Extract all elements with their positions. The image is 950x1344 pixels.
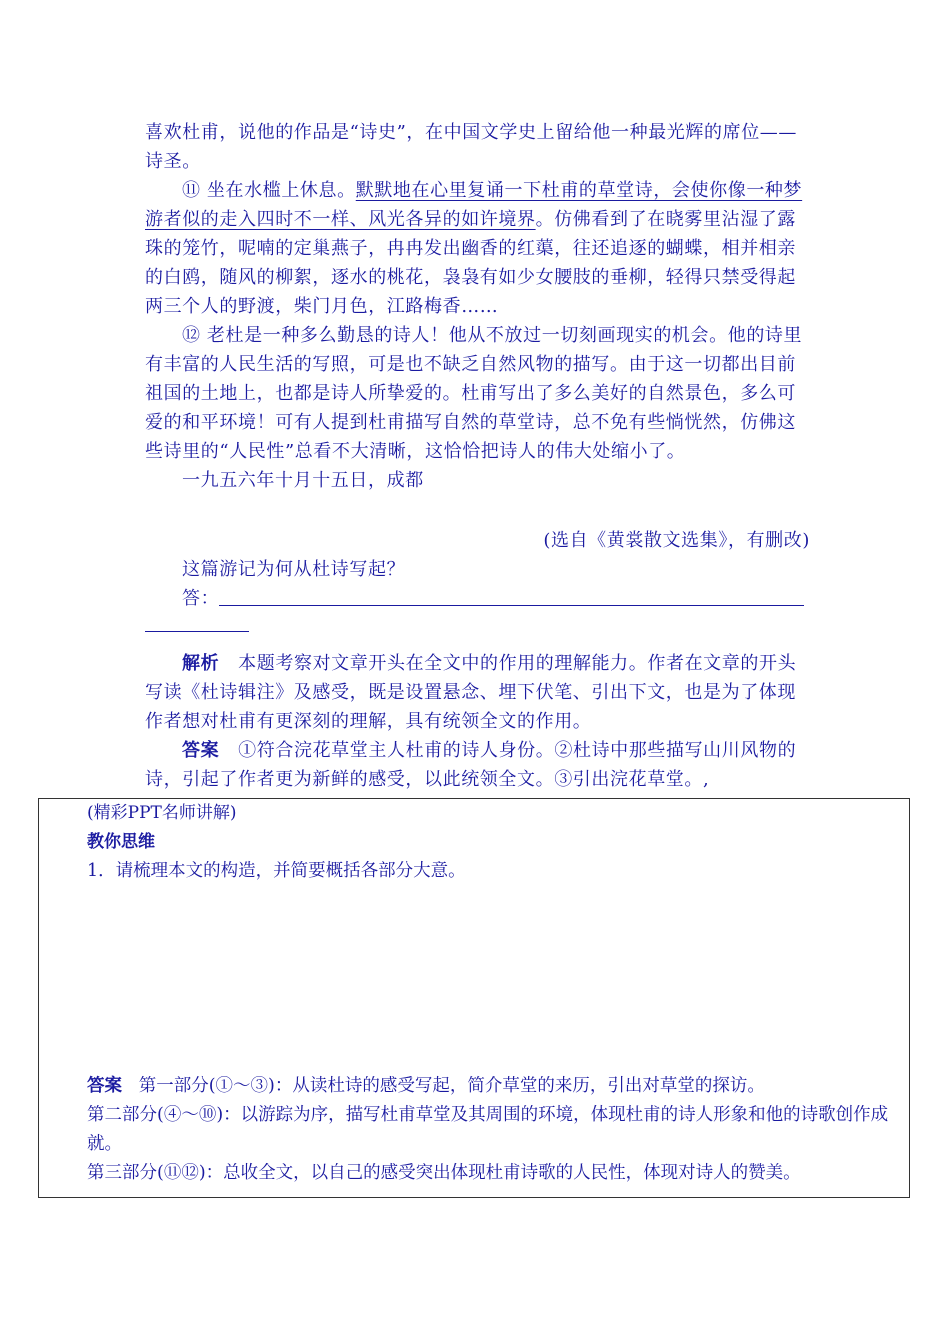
answer-text: ①符合浣花草堂主人杜甫的诗人身份。②杜诗中那些描写山川风物的诗，引起了作者更为新鲜的感受，以此统领全文。③引出浣花草堂。, <box>145 740 797 790</box>
essay-paragraph-intro: 喜欢杜甫，说他的作品是“诗史”，在中国文学史上留给他一种最光辉的席位——诗圣。 <box>145 122 798 172</box>
ppt-hint: (精彩PPT名师讲解) <box>87 803 237 823</box>
answer-blank-line-continued[interactable] <box>145 613 249 632</box>
p11-start: ⑪ 坐在水槛上休息。 <box>182 180 356 201</box>
analysis-text: 本题考察对文章开头在全文中的作用的理解能力。作者在文章的开头写读《杜诗辑注》及感受，既是设置悬念、埋下伏笔、引出下文，也是为了体现作者想对杜甫有更深刻的理解，具有统领全文的作用。 <box>145 653 797 732</box>
box-question: 1．请梳理本文的构造，并简要概括各部分大意。 <box>87 861 466 881</box>
box-answer-part1-row <box>87 1072 901 1101</box>
teaching-box-content <box>87 799 899 886</box>
answer-prefix: 答： <box>182 588 220 609</box>
box-heading: 教你思维 <box>87 832 155 852</box>
analysis-paragraph <box>145 649 810 736</box>
box-answer-part2: 第二部分(④～⑩)：以游踪为序，描写杜甫草堂及其周围的环境，体现杜甫的诗人形象和他的诗歌创作成就。 <box>87 1105 889 1154</box>
answer-line-row <box>145 584 810 613</box>
question-section <box>145 526 810 632</box>
essay-source: (选自《黄裳散文选集》，有删改) <box>543 530 810 551</box>
p11-rest: 。仿佛看到了在晓雾里沾湿了露珠的笼竹，呢喃的定巢燕子，冉冉发出幽香的红蕖，往还追逐的蝴蝶，相并相亲的白鸥，随风的柳絮，逐水的桃花，袅袅有如少女腰肢的垂柳，轻得只禁受得起两三个人的野渡，柴门月色，江路梅香…… <box>145 209 797 317</box>
answer-paragraph <box>145 736 810 794</box>
essay-paragraph-11 <box>145 176 810 321</box>
essay-paragraph-12: ⑫ 老杜是一种多么勤恳的诗人！他从不放过一切刻画现实的机会。他的诗里有丰富的人民生活的写照，可是也不缺乏自然风物的描写。由于这一切都出目前祖国的土地上，也都是诗人所挚爱的。杜甫写出了多么美好的自然景色，多么可爱的和平环境！可有人提到杜甫描写自然的草堂诗，总不免有些惝恍然，仿佛这些诗里的“人民性”总看不大清晰，这恰恰把诗人的伟大处缩小了。 <box>145 325 803 462</box>
answer-blank-line[interactable] <box>219 587 804 606</box>
analysis-section <box>145 649 810 794</box>
box-answer-part3: 第三部分(⑪⑫)：总收全文，以自己的感受突出体现杜甫诗歌的人民性，体现对诗人的赞美。 <box>87 1163 801 1183</box>
question-text: 这篇游记为何从杜诗写起？ <box>182 559 406 580</box>
box-answer-label: 答案 <box>87 1076 122 1096</box>
essay-excerpt <box>145 118 810 495</box>
essay-date-line: 一九五六年十月十五日，成都 <box>182 470 424 491</box>
analysis-label: 解析 <box>182 653 220 674</box>
answer-label: 答案 <box>182 740 220 761</box>
box-answer-part1: 第一部分(①～③)：从读杜诗的感受写起，简介草堂的来历，引出对草堂的探访。 <box>138 1076 765 1096</box>
teaching-box <box>38 798 910 1198</box>
p11-underlined-sentence: 默默地在心里复诵一下杜甫的草堂诗，会使你像一种梦游者似的走入四时不一样、风光各异的如许境界 <box>145 180 803 230</box>
box-answer <box>87 1072 901 1188</box>
